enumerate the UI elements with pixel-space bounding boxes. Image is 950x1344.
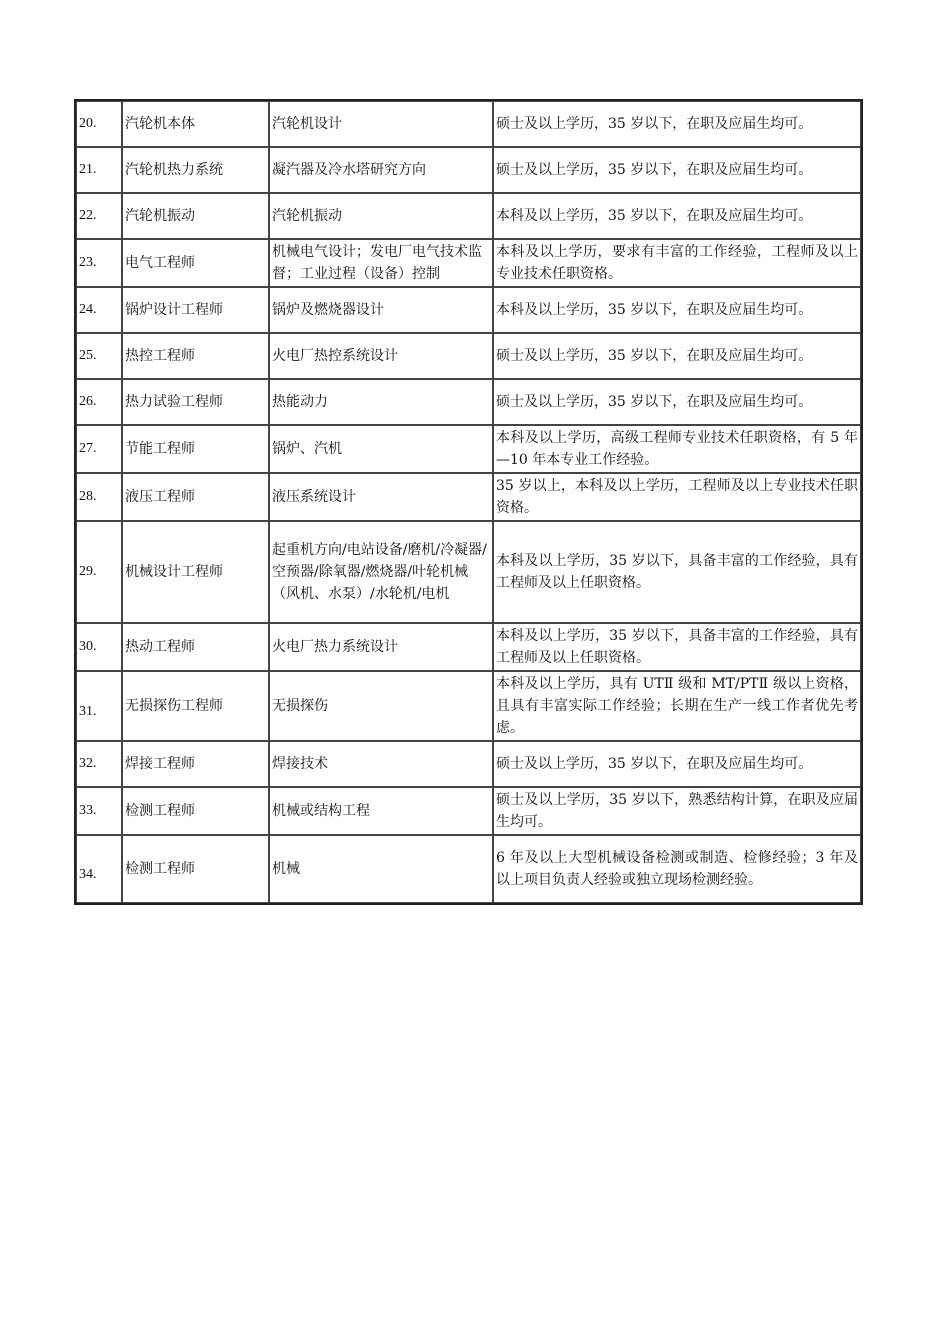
position-name: 热力试验工程师: [122, 379, 269, 425]
row-number: 27.: [76, 425, 122, 473]
job-requirements-table: [74, 99, 863, 905]
specialty-field: 锅炉及燃烧器设计: [269, 287, 493, 333]
row-number: 23.: [76, 239, 122, 287]
requirement-text: 本科及以上学历，具有 UTⅡ 级和 MT/PTⅡ 级以上资格，且具有丰富实际工作经验；长期在生产一线工作者优先考虑。: [493, 671, 861, 741]
specialty-field: 焊接技术: [269, 741, 493, 787]
position-name: 汽轮机振动: [122, 193, 269, 239]
table-row: [76, 101, 861, 147]
position-name: 检测工程师: [122, 787, 269, 835]
requirement-text: 硕士及以上学历，35 岁以下，在职及应届生均可。: [493, 147, 861, 193]
specialty-field: 液压系统设计: [269, 473, 493, 521]
requirement-text: 硕士及以上学历，35 岁以下，在职及应届生均可。: [493, 333, 861, 379]
specialty-field: 机械或结构工程: [269, 787, 493, 835]
row-number: 30.: [76, 623, 122, 671]
specialty-field: 火电厂热控系统设计: [269, 333, 493, 379]
requirement-text: 本科及以上学历，要求有丰富的工作经验，工程师及以上专业技术任职资格。: [493, 239, 861, 287]
row-number: 26.: [76, 379, 122, 425]
position-name: 液压工程师: [122, 473, 269, 521]
row-number: 31.: [76, 671, 122, 741]
row-number: 32.: [76, 741, 122, 787]
table-row: [76, 623, 861, 671]
table-row: [76, 671, 861, 741]
position-name: 机械设计工程师: [122, 521, 269, 623]
position-name: 电气工程师: [122, 239, 269, 287]
table-row: [76, 521, 861, 623]
position-name: 无损探伤工程师: [122, 671, 269, 741]
specialty-field: 无损探伤: [269, 671, 493, 741]
position-name: 检测工程师: [122, 835, 269, 903]
specialty-field: 锅炉、汽机: [269, 425, 493, 473]
requirement-text: 硕士及以上学历，35 岁以下，在职及应届生均可。: [493, 101, 861, 147]
table-row: [76, 473, 861, 521]
position-name: 焊接工程师: [122, 741, 269, 787]
specialty-field: 机械电气设计；发电厂电气技术监督；工业过程（设备）控制: [269, 239, 493, 287]
table-row: [76, 379, 861, 425]
table-row: [76, 425, 861, 473]
specialty-field: 汽轮机振动: [269, 193, 493, 239]
table-row: [76, 787, 861, 835]
requirement-text: 35 岁以上，本科及以上学历，工程师及以上专业技术任职资格。: [493, 473, 861, 521]
position-name: 节能工程师: [122, 425, 269, 473]
specialty-field: 汽轮机设计: [269, 101, 493, 147]
table-row: [76, 287, 861, 333]
specialty-field: 热能动力: [269, 379, 493, 425]
requirement-text: 硕士及以上学历，35 岁以下，熟悉结构计算，在职及应届生均可。: [493, 787, 861, 835]
row-number: 34.: [76, 835, 122, 903]
position-name: 锅炉设计工程师: [122, 287, 269, 333]
specialty-field: 火电厂热力系统设计: [269, 623, 493, 671]
table-row: [76, 239, 861, 287]
requirement-text: 本科及以上学历，35 岁以下，具备丰富的工作经验，具有工程师及以上任职资格。: [493, 623, 861, 671]
table-row: [76, 741, 861, 787]
requirement-text: 本科及以上学历，35 岁以下，在职及应届生均可。: [493, 193, 861, 239]
position-name: 汽轮机本体: [122, 101, 269, 147]
table-row: [76, 333, 861, 379]
requirement-text: 硕士及以上学历，35 岁以下，在职及应届生均可。: [493, 741, 861, 787]
specialty-field: 凝汽器及冷水塔研究方向: [269, 147, 493, 193]
specialty-field: 机械: [269, 835, 493, 903]
table-row: [76, 835, 861, 903]
row-number: 29.: [76, 521, 122, 623]
row-number: 20.: [76, 101, 122, 147]
row-number: 28.: [76, 473, 122, 521]
row-number: 33.: [76, 787, 122, 835]
position-name: 热控工程师: [122, 333, 269, 379]
row-number: 25.: [76, 333, 122, 379]
requirement-text: 6 年及以上大型机械设备检测或制造、检修经验；3 年及以上项目负责人经验或独立现场检测经验。: [493, 835, 861, 903]
requirement-text: 本科及以上学历，35 岁以下，在职及应届生均可。: [493, 287, 861, 333]
specialty-field: 起重机方向/电站设备/磨机/冷凝器/空预器/除氧器/燃烧器/叶轮机械（风机、水泵）/水轮机/电机: [269, 521, 493, 623]
requirement-text: 本科及以上学历，高级工程师专业技术任职资格，有 5 年—10 年本专业工作经验。: [493, 425, 861, 473]
requirement-text: 硕士及以上学历，35 岁以下，在职及应届生均可。: [493, 379, 861, 425]
row-number: 21.: [76, 147, 122, 193]
row-number: 24.: [76, 287, 122, 333]
position-name: 热动工程师: [122, 623, 269, 671]
position-name: 汽轮机热力系统: [122, 147, 269, 193]
requirement-text: 本科及以上学历，35 岁以下，具备丰富的工作经验，具有工程师及以上任职资格。: [493, 521, 861, 623]
table-row: [76, 147, 861, 193]
table-row: [76, 193, 861, 239]
row-number: 22.: [76, 193, 122, 239]
